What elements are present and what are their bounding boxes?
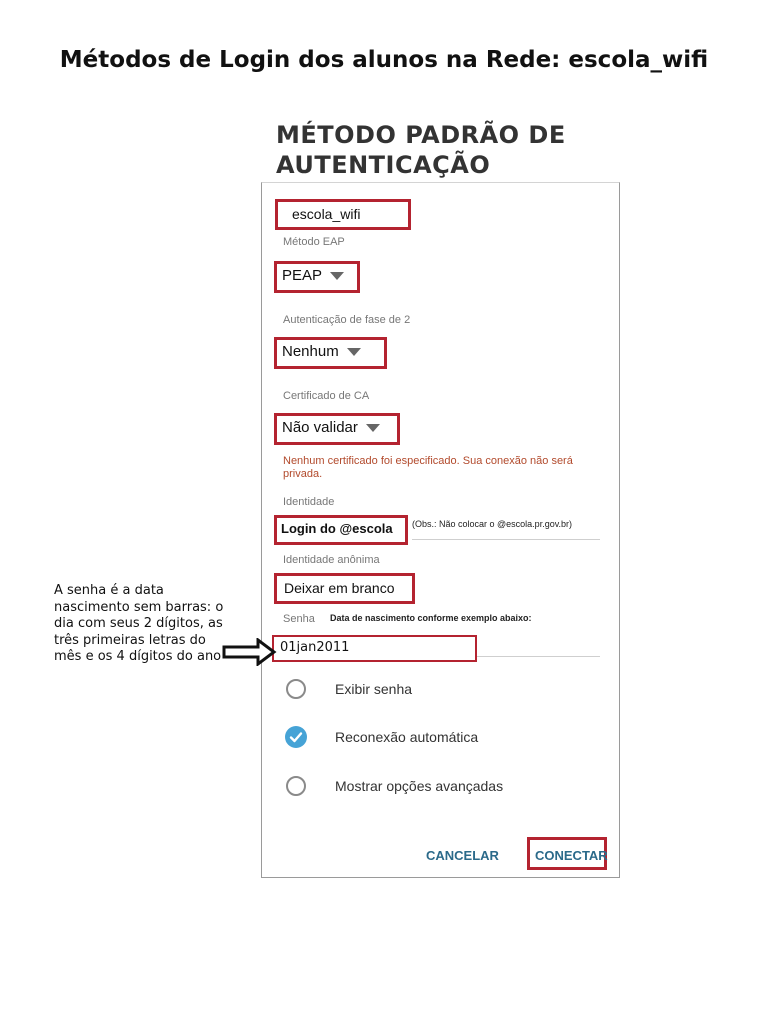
screenshot-heading-line2: AUTENTICAÇÃO: [276, 151, 491, 179]
show-password-label: Exibir senha: [335, 681, 413, 697]
eap-method-dropdown[interactable]: [282, 267, 344, 285]
ca-certificate-dropdown[interactable]: [282, 419, 380, 437]
triangle-down-icon: [366, 424, 380, 432]
page-title: Métodos de Login dos alunos na Rede: escola_wifi: [59, 47, 709, 73]
password-note: Data de nascimento conforme exemplo abaixo:: [330, 613, 532, 623]
password-field[interactable]: 01jan2011: [280, 640, 350, 655]
auto-reconnect-label: Reconexão automática: [335, 729, 479, 745]
right-arrow-icon: [222, 638, 278, 666]
triangle-down-icon: [347, 348, 361, 356]
eap-method-label: Método EAP: [283, 236, 345, 248]
ca-certificate-label: Certificado de CA: [283, 390, 370, 402]
ca-warning-text: Nenhum certificado foi especificado. Sua conexão não será privada.: [283, 455, 573, 480]
anonymous-identity-field[interactable]: Deixar em branco: [284, 580, 395, 596]
advanced-options-checkbox[interactable]: [286, 776, 306, 796]
screenshot-heading-line1: MÉTODO PADRÃO DE: [276, 121, 566, 149]
checkmark-icon: [285, 726, 307, 748]
password-underline: [477, 656, 600, 657]
ca-certificate-value: Não validar: [282, 419, 358, 436]
screenshot-heading: [276, 120, 616, 180]
anonymous-identity-label: Identidade anônima: [283, 554, 380, 566]
password-instructions-note: A senha é a data nascimento sem barras: o dia com seus 2 dígitos, as três primeiras letras do mês e os 4 dígitos do ano: [54, 583, 224, 664]
identity-underline: [412, 539, 600, 540]
triangle-down-icon: [330, 272, 344, 280]
auto-reconnect-checkbox[interactable]: [285, 726, 307, 748]
phase2-value: Nenhum: [282, 343, 339, 360]
wifi-settings-screenshot: [261, 182, 620, 878]
identity-note: (Obs.: Não colocar o @escola.pr.gov.br): [412, 519, 573, 529]
network-name: escola_wifi: [292, 206, 361, 222]
password-label: Senha: [283, 613, 315, 625]
show-password-checkbox[interactable]: [286, 679, 306, 699]
advanced-options-label: Mostrar opções avançadas: [335, 778, 504, 794]
cancel-button[interactable]: CANCELAR: [426, 848, 499, 863]
phase2-dropdown[interactable]: [282, 343, 361, 361]
identity-field[interactable]: Login do @escola: [281, 521, 393, 536]
identity-label: Identidade: [283, 496, 335, 508]
phase2-label: Autenticação de fase de 2: [283, 314, 411, 326]
connect-button[interactable]: CONECTAR: [535, 848, 608, 863]
eap-method-value: PEAP: [282, 267, 323, 284]
